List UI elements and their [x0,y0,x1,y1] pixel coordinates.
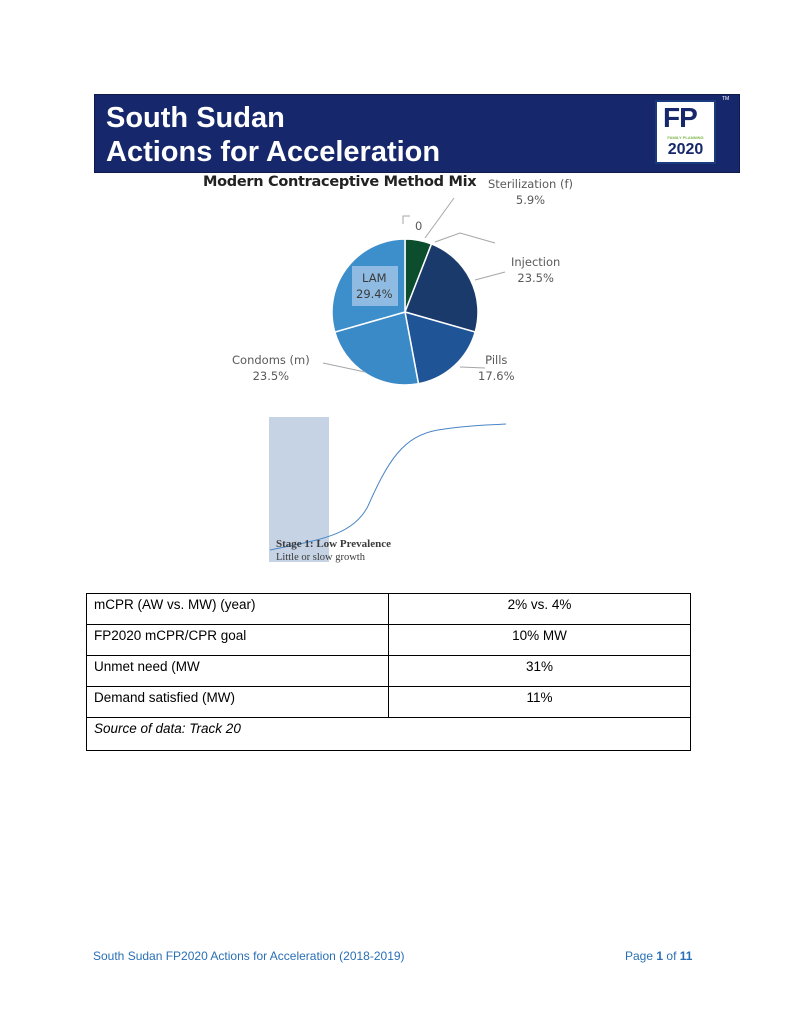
table-row [87,625,691,656]
data-source-note: Source of data: Track 20 [87,718,691,751]
row-value: 10% MW [389,625,691,656]
header-banner [94,94,740,173]
sterilization-label-value: 5.9% [515,193,546,207]
pills-label-name: Pills [485,353,508,367]
condoms-label-name: Condoms (m) [232,353,310,367]
header-country: South Sudan [106,102,285,134]
table-row [87,656,691,687]
table-row [87,718,691,751]
pills-label [478,352,515,384]
lam-label-name: LAM [362,271,387,285]
row-label: FP2020 mCPR/CPR goal [87,625,389,656]
injection-label-value: 23.5% [517,271,554,285]
stage-subtitle: Little or slow growth [276,552,365,563]
row-label: Unmet need (MW [87,656,389,687]
page-current: 1 [656,949,664,963]
pills-label-value: 17.6% [478,369,515,383]
leader-line-small [435,233,495,243]
table-row [87,687,691,718]
logo-mark: FP [663,102,697,133]
leader-line-injection [475,272,505,280]
footer-page-number [625,949,692,963]
stage-title: Stage 1: Low Prevalence [276,538,391,550]
row-label: Demand satisfied (MW) [87,687,389,718]
lam-label-value: 29.4% [356,287,393,301]
lam-label [356,270,393,302]
condoms-label [232,352,310,384]
table-row [87,594,691,625]
page-word: Page [625,949,654,963]
row-value: 2% vs. 4% [389,594,691,625]
footer-document-title: South Sudan FP2020 Actions for Acceleration (2018-2019) [93,949,405,963]
logo-year: 2020 [667,141,704,158]
of-word: of [666,949,677,963]
leader-line-sterilization [425,198,454,238]
zero-label: 0 [415,219,423,233]
page-total: 11 [679,949,693,963]
injection-label-name: Injection [511,255,561,269]
chart-title: Modern Contraceptive Method Mix [203,174,477,190]
sterilization-label-name: Sterilization (f) [488,177,573,191]
logo-trademark: TM [722,96,730,102]
header-subtitle: Actions for Acceleration [106,136,441,168]
fp2020-logo [655,100,716,164]
logo-tagline: FAMILY PLANNING [667,135,704,140]
condoms-label-value: 23.5% [252,369,290,383]
row-value: 11% [389,687,691,718]
row-label: mCPR (AW vs. MW) (year) [87,594,389,625]
sterilization-label [488,176,573,208]
row-value: 31% [389,656,691,687]
indicator-table [86,593,691,751]
leader-line-zero [403,216,410,224]
injection-label [511,254,560,286]
